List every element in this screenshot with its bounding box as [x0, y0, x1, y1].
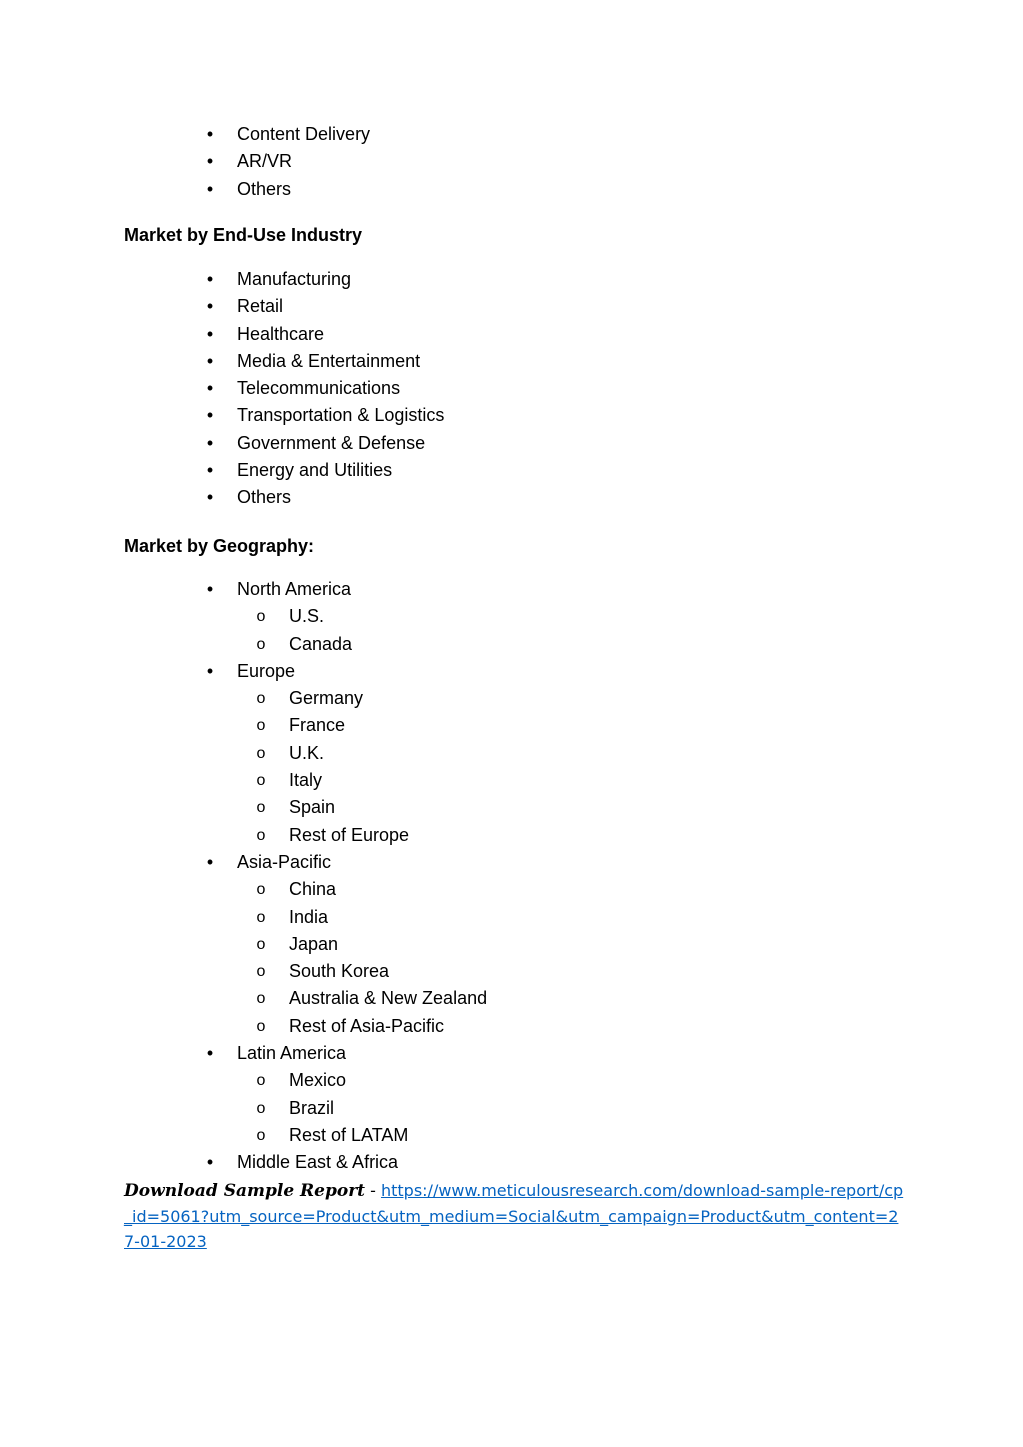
sub-list-item [0, 767, 1023, 794]
country-label: Australia & New Zealand [289, 988, 488, 1009]
sub-list-item [0, 931, 1023, 958]
circle-bullet-icon: o [256, 799, 266, 817]
bullet-icon: • [206, 323, 214, 344]
sub-list-item [0, 631, 1023, 658]
list-item [0, 121, 1023, 148]
geography-list [0, 576, 1023, 1177]
bullet-icon: • [206, 1043, 214, 1064]
bullet-icon: • [206, 350, 214, 371]
list-item [0, 321, 1023, 348]
bullet-icon: • [206, 269, 214, 289]
end-use-item-label: Healthcare [237, 323, 325, 344]
sub-list-item [0, 740, 1023, 767]
country-label: Japan [289, 933, 339, 954]
bullet-icon: • [206, 405, 214, 426]
country-label: China [289, 879, 337, 900]
end-use-item-label: Retail [237, 296, 284, 317]
list-item [0, 484, 1023, 511]
country-label: U.K. [289, 742, 325, 763]
sub-list-item [0, 822, 1023, 849]
list-item [0, 293, 1023, 320]
circle-bullet-icon: o [256, 935, 266, 953]
country-label: Italy [289, 770, 323, 791]
sub-list-item [0, 958, 1023, 985]
application-item-label: AR/VR [237, 151, 293, 172]
end-use-item-label: Energy and Utilities [237, 460, 393, 481]
country-label: Spain [289, 797, 336, 818]
list-item [0, 348, 1023, 375]
sub-list-item [0, 1013, 1023, 1040]
circle-bullet-icon: o [256, 990, 266, 1008]
circle-bullet-icon: o [256, 1072, 266, 1090]
sub-list-item [0, 1122, 1023, 1149]
region-label: Latin America [237, 1043, 347, 1064]
bullet-icon: • [206, 432, 214, 453]
list-item [0, 1040, 1023, 1067]
circle-bullet-icon: o [256, 744, 266, 762]
end-use-item-label: Telecommunications [237, 378, 401, 399]
bullet-icon: • [206, 460, 214, 481]
sub-list-item [0, 1095, 1023, 1122]
circle-bullet-icon: o [256, 908, 266, 926]
list-item [0, 176, 1023, 203]
region-label: Europe [237, 660, 296, 681]
list-item [0, 430, 1023, 457]
bullet-icon: • [206, 124, 214, 144]
circle-bullet-icon: o [256, 635, 266, 653]
end-use-item-label: Transportation & Logistics [237, 405, 445, 426]
list-item [0, 576, 1023, 603]
bullet-icon: • [206, 579, 214, 599]
country-label: South Korea [289, 961, 390, 982]
circle-bullet-icon: o [256, 826, 266, 844]
bullet-icon: • [206, 660, 214, 681]
circle-bullet-icon: o [256, 690, 266, 708]
end-use-item-label: Others [237, 487, 292, 508]
bullet-icon: • [206, 1152, 214, 1173]
circle-bullet-icon: o [256, 717, 266, 735]
list-item [0, 457, 1023, 484]
list-item [0, 658, 1023, 685]
end-use-item-label: Manufacturing [237, 269, 352, 289]
country-label: U.S. [289, 606, 325, 627]
country-label: Rest of LATAM [289, 1124, 409, 1145]
country-label: Brazil [289, 1097, 335, 1118]
circle-bullet-icon: o [256, 881, 266, 899]
country-label: Rest of Asia-Pacific [289, 1015, 445, 1036]
bullet-icon: • [206, 378, 214, 399]
bullet-icon: • [206, 487, 214, 508]
country-label: Canada [289, 633, 353, 654]
list-item [0, 849, 1023, 876]
end-use-list [0, 266, 1023, 512]
list-item [0, 148, 1023, 175]
application-list [0, 121, 1023, 203]
country-label: Rest of Europe [289, 824, 410, 845]
sub-list-item [0, 904, 1023, 931]
bullet-icon: • [206, 151, 214, 172]
country-label: Germany [289, 688, 364, 709]
end-use-heading: Market by End-Use Industry [124, 225, 363, 245]
sub-list-item [0, 876, 1023, 903]
sub-list-item [0, 603, 1023, 630]
circle-bullet-icon: o [256, 1099, 266, 1117]
region-label: Asia-Pacific [237, 851, 332, 872]
circle-bullet-icon: o [256, 1126, 266, 1144]
download-sample-report [124, 1178, 904, 1254]
region-label: North America [237, 579, 352, 599]
circle-bullet-icon: o [256, 772, 266, 790]
circle-bullet-icon: o [256, 1017, 266, 1035]
list-item [0, 402, 1023, 429]
list-item [0, 1149, 1023, 1176]
country-label: India [289, 906, 329, 927]
list-item [0, 375, 1023, 402]
download-link[interactable]: https://www.meticulousresearch.com/download-sample-report/cp_id=5061?utm_source=Product&utm_medium=Social&utm_campaign=Product&utm_content=27-01-2023 [124, 1181, 904, 1251]
end-use-item-label: Government & Defense [237, 432, 426, 453]
download-label: Download Sample Report [124, 1181, 366, 1201]
sub-list-item [0, 1067, 1023, 1094]
circle-bullet-icon: o [256, 608, 266, 626]
download-separator: - [365, 1181, 381, 1200]
region-label: Middle East & Africa [237, 1152, 399, 1173]
circle-bullet-icon: o [256, 963, 266, 981]
sub-list-item [0, 712, 1023, 739]
country-label: France [289, 715, 346, 736]
application-item-label: Others [237, 178, 292, 199]
sub-list-item [0, 794, 1023, 821]
bullet-icon: • [206, 178, 214, 199]
end-use-item-label: Media & Entertainment [237, 350, 421, 371]
sub-list-item [0, 985, 1023, 1012]
application-item-label: Content Delivery [237, 124, 371, 144]
list-item [0, 266, 1023, 293]
sub-list-item [0, 685, 1023, 712]
geography-heading: Market by Geography: [124, 536, 315, 556]
country-label: Mexico [289, 1070, 347, 1091]
bullet-icon: • [206, 296, 214, 317]
bullet-icon: • [206, 851, 214, 872]
